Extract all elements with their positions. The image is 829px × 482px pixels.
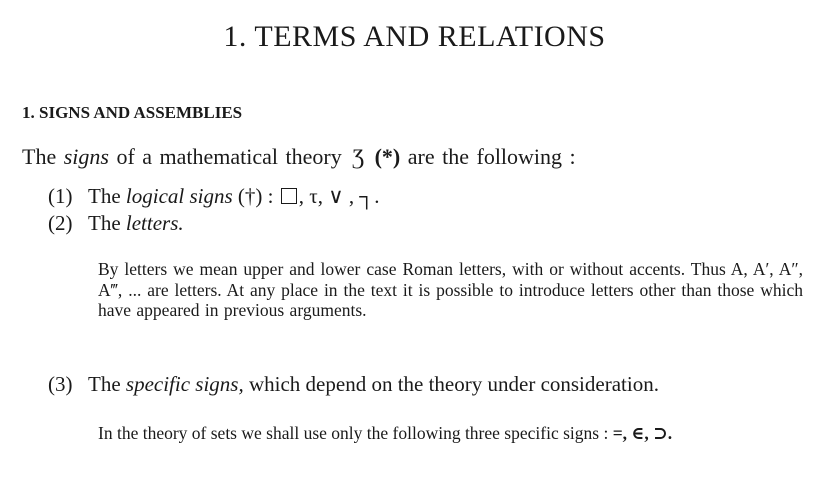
- intro-signs-term: signs: [63, 144, 109, 169]
- set-theory-signs: =, ∈, ⊃.: [612, 423, 673, 443]
- sets-note-text: In the theory of sets we shall use only the following three specific signs :: [98, 423, 613, 443]
- item-term: logical signs: [125, 184, 233, 208]
- or-sign: ∨ ,: [328, 184, 355, 208]
- item-term: specific signs,: [125, 372, 244, 396]
- list-item-letters: [48, 213, 184, 234]
- item-prefix: The: [88, 184, 126, 208]
- intro-middle: of a mathematical theory: [108, 144, 350, 169]
- not-sign: ┐.: [359, 184, 380, 208]
- box-sign-icon: [281, 188, 297, 204]
- item-number: (2): [48, 211, 73, 235]
- list-item-logical-signs: (1) The logical signs (†) : , τ, ∨ , ┐.: [48, 184, 380, 208]
- item-number: (1): [48, 184, 73, 208]
- sets-note: [98, 423, 803, 444]
- tau-sign: τ,: [309, 184, 323, 208]
- intro-prefix: The: [22, 144, 64, 169]
- item-prefix: The: [88, 211, 126, 235]
- item-prefix: The: [88, 372, 126, 396]
- item-number: (3): [48, 372, 73, 396]
- dagger-footnote: (†) :: [232, 184, 279, 208]
- letters-note: By letters we mean upper and lower case Roman letters, with or without accents. Thus A, A′, A″, A‴, ... are letters. At any place in the text it is possible to introduce letters other than those which have appeared in previous arguments.: [98, 259, 803, 320]
- chapter-title: 1. TERMS AND RELATIONS: [223, 20, 606, 53]
- intro-suffix: are the following :: [400, 144, 576, 169]
- footnote-marker: (*): [374, 144, 401, 169]
- item-suffix: which depend on the theory under consideration.: [243, 372, 659, 396]
- theory-symbol: Ʒ: [352, 144, 365, 169]
- section-heading: 1. SIGNS AND ASSEMBLIES: [22, 103, 243, 122]
- list-item-specific-signs: [48, 374, 659, 395]
- intro-sentence: [22, 146, 576, 168]
- item-term: letters.: [125, 211, 184, 235]
